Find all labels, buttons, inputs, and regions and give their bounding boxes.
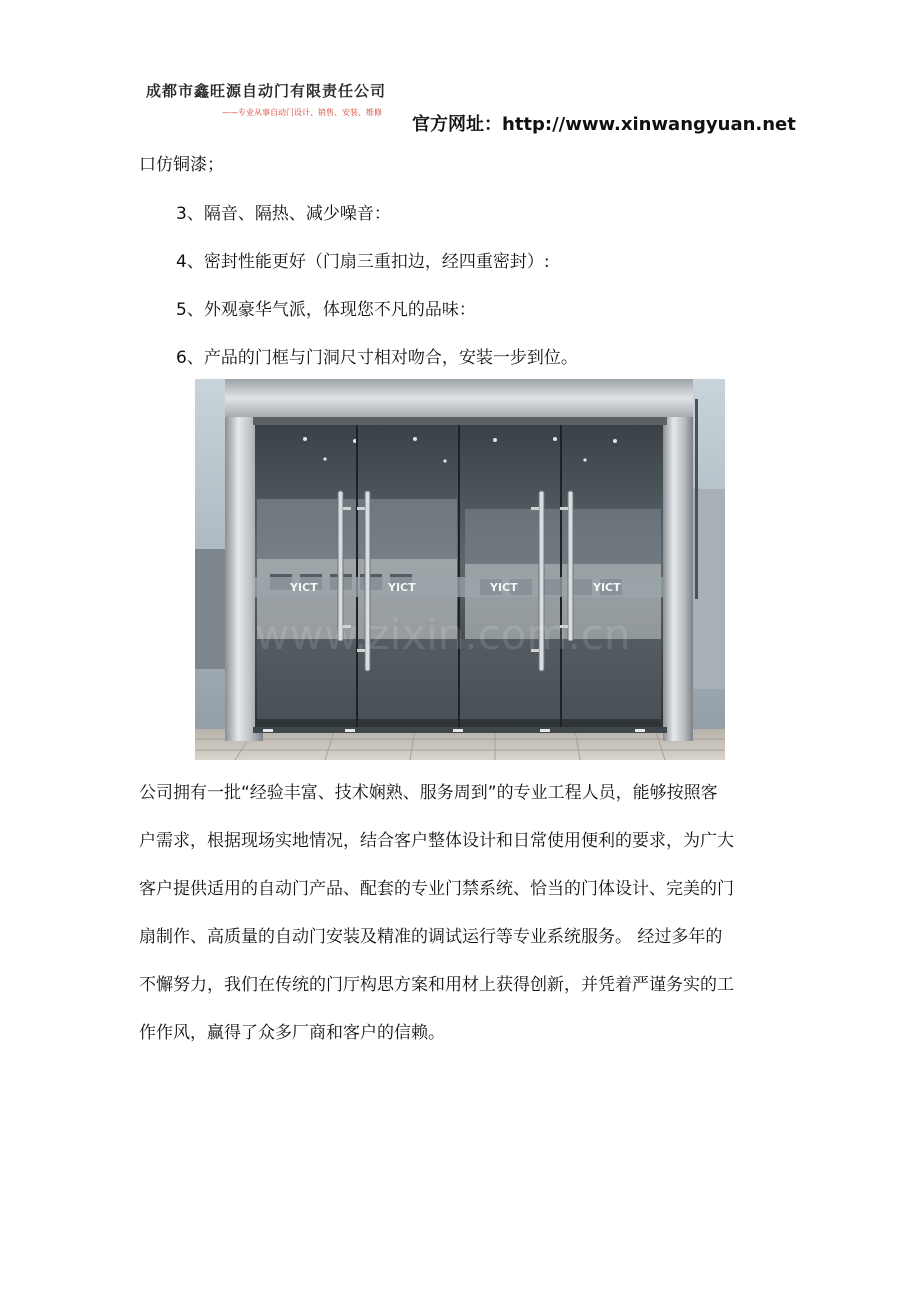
company-name: 成都市鑫旺源自动门有限责任公司 <box>146 82 387 100</box>
intro-fragment: 口仿铜漆； <box>139 155 224 175</box>
paragraph-line: 不懈努力，我们在传统的门厅构思方案和用材上获得创新，并凭着严谨务实的工 <box>139 975 734 995</box>
company-logo <box>146 80 406 118</box>
door-logo-text: YICT <box>290 581 318 594</box>
feature-item: 5、外观豪华气派，体现您不凡的品味： <box>176 300 476 320</box>
glass-door-photo <box>195 379 725 760</box>
watermark: www.zixin.com.cn <box>255 610 631 659</box>
paragraph-line: 扇制作、高质量的自动门安装及精准的调试运行等专业系统服务。 经过多年的 <box>139 927 723 947</box>
paragraph-line: 户需求，根据现场实地情况，结合客户整体设计和日常使用便利的要求，为广大 <box>139 831 734 851</box>
door-logo-text: YICT <box>388 581 416 594</box>
door-logo-text: YICT <box>593 581 621 594</box>
feature-item: 4、密封性能更好（门扇三重扣边，经四重密封）: <box>176 252 550 272</box>
paragraph-line: 作作风，赢得了众多厂商和客户的信赖。 <box>139 1023 445 1043</box>
paragraph-line: 客户提供适用的自动门产品、配套的专业门禁系统、恰当的门体设计、完美的门 <box>139 879 734 899</box>
company-tagline: ——专业从事自动门设计、销售、安装、维修 <box>222 108 382 117</box>
feature-item: 6、产品的门框与门洞尺寸相对吻合，安装一步到位。 <box>176 348 578 368</box>
paragraph-line: 公司拥有一批“经验丰富、技术娴熟、服务周到”的专业工程人员，能够按照客 <box>139 783 718 803</box>
website-link[interactable]: 官方网址：http://www.xinwangyuan.net <box>412 114 796 135</box>
door-logo-text: YICT <box>490 581 518 594</box>
feature-item: 3、隔音、隔热、减少噪音： <box>176 204 391 224</box>
